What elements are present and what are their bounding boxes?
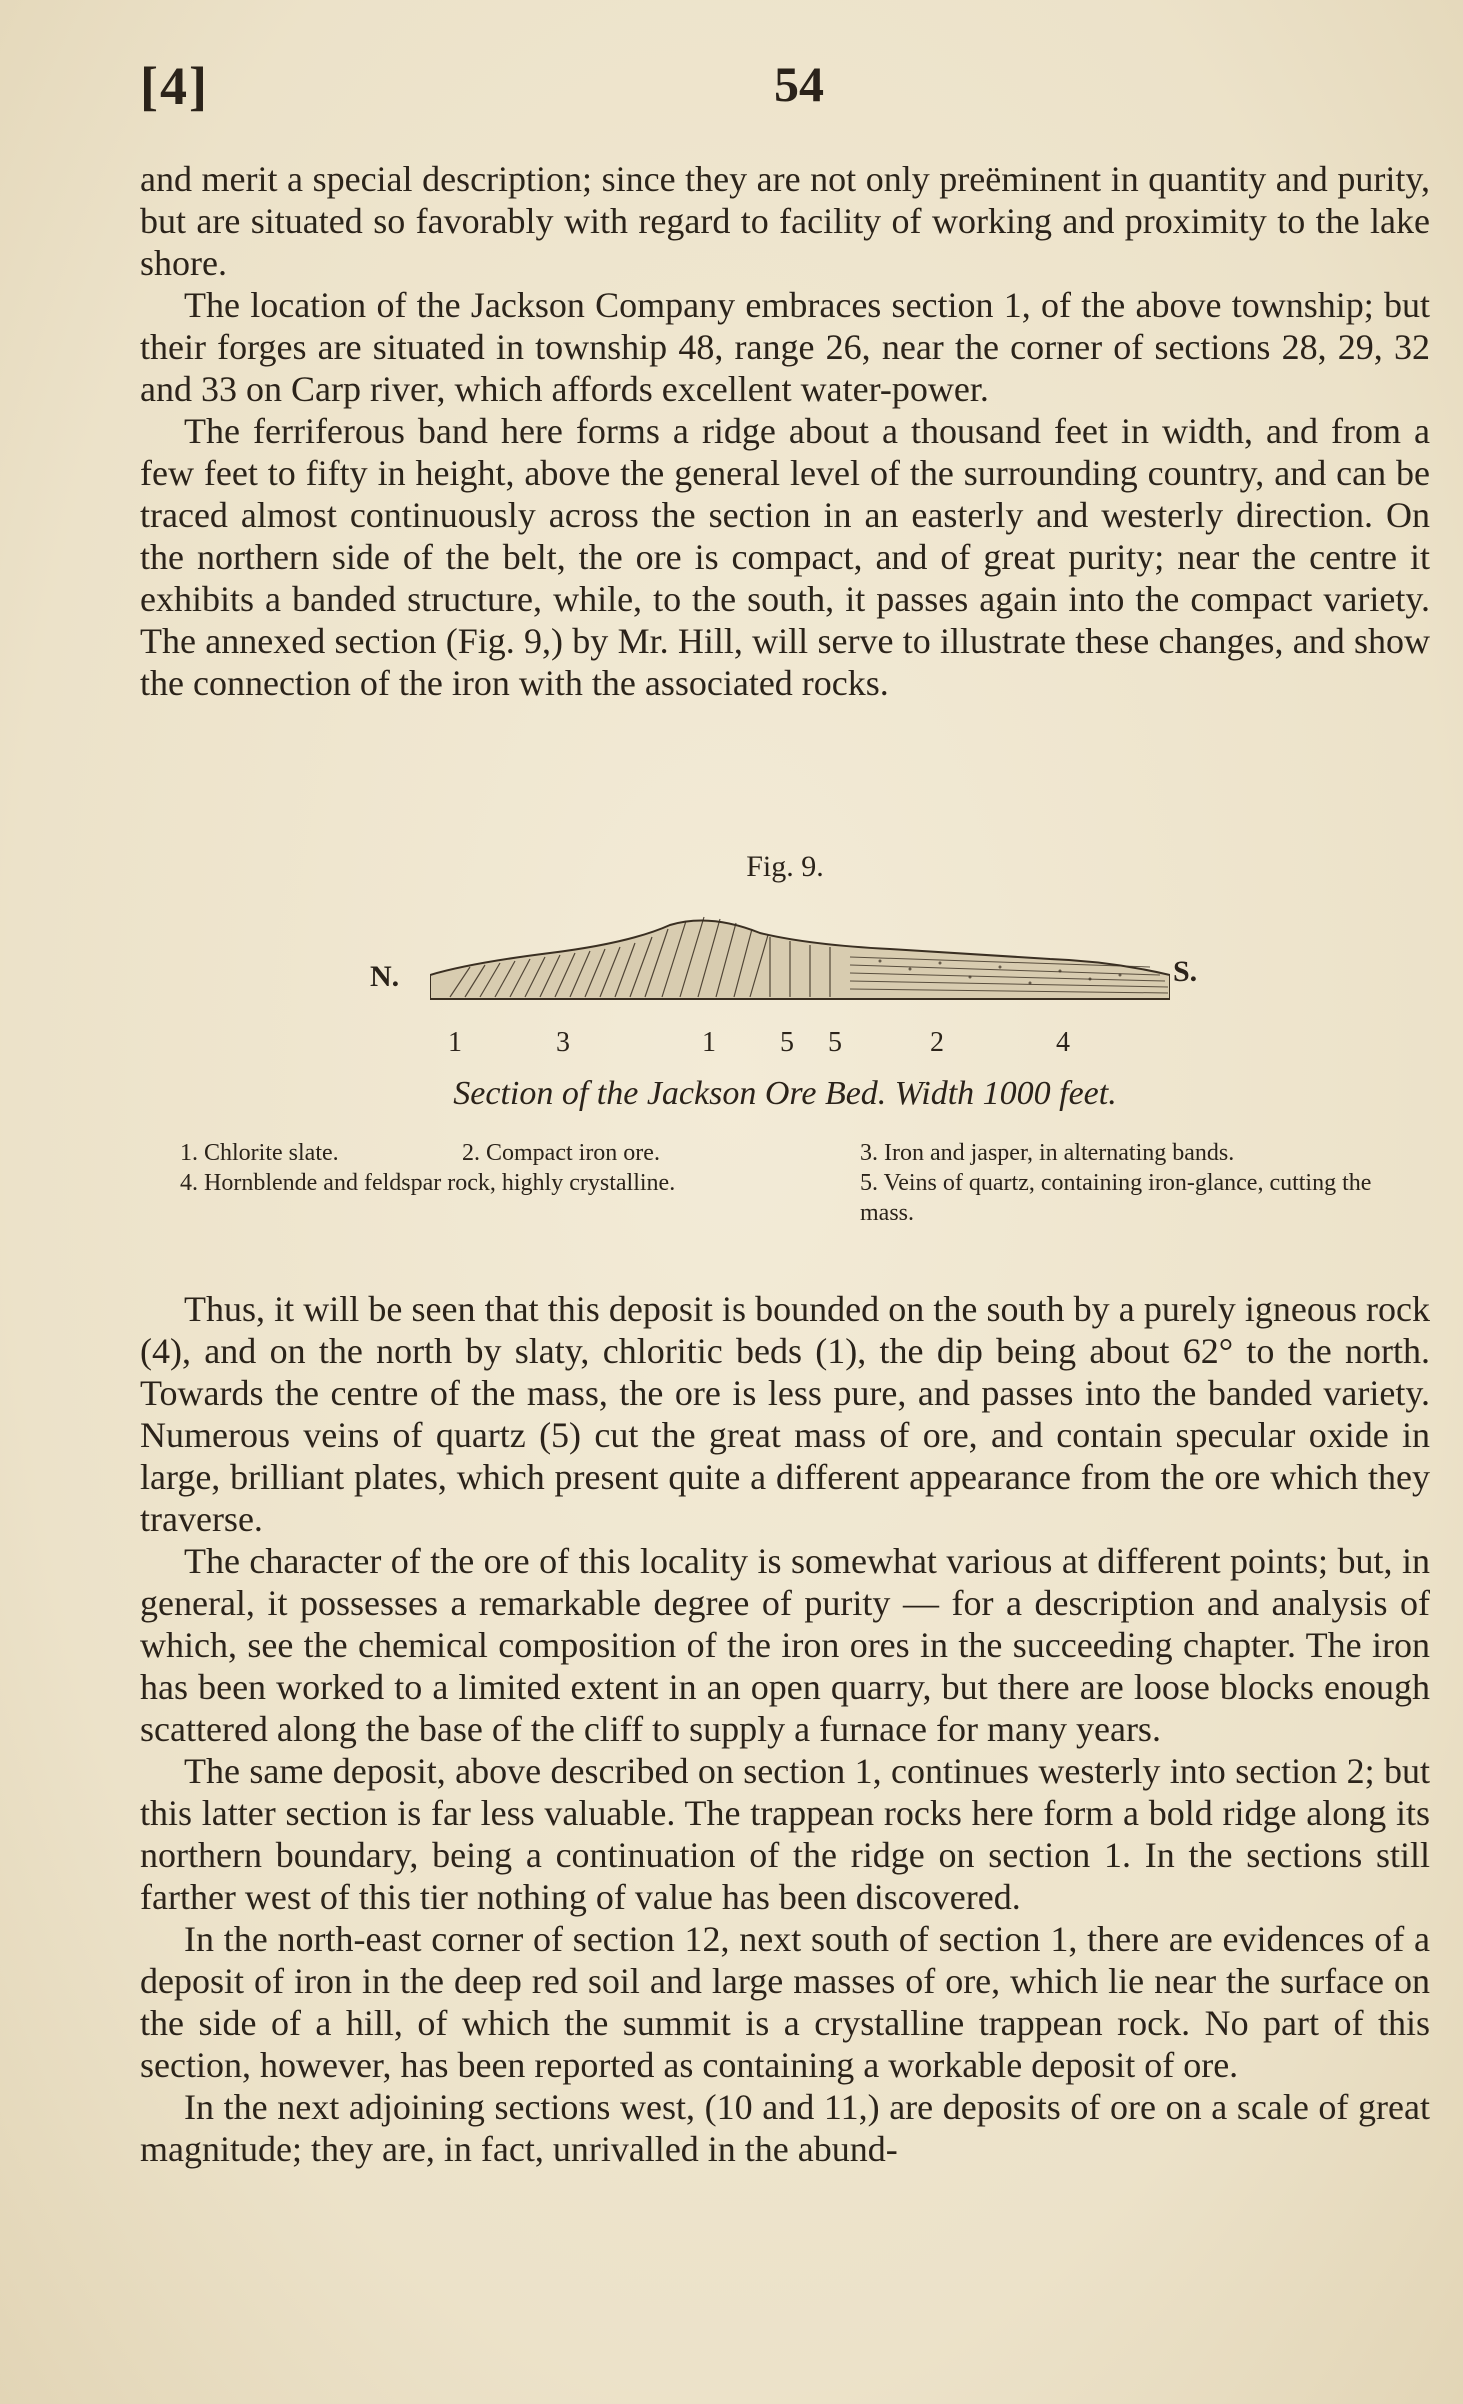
section-number: 3 (556, 1027, 570, 1058)
legend-item: 4. Hornblende and feldspar rock, highly crystalline. (180, 1170, 676, 1196)
section-number: 5 (780, 1027, 794, 1058)
legend-item: 1. Chlorite slate. (180, 1140, 339, 1166)
body-text-bottom (140, 1288, 1430, 2170)
paragraph: and merit a special description; since they are not only preëminent in quantity and purity, but are situated so favorably with regard to facility of working and proximity to the lake shore. (140, 159, 1430, 283)
section-number: 1 (702, 1027, 716, 1058)
paragraph: In the next adjoining sections west, (10 and 11,) are deposits of ore on a scale of great magnitude; they are, in fact, unrivalled in the abund- (140, 2087, 1430, 2169)
south-label: S. (1173, 955, 1198, 988)
paragraph: The character of the ore of this locality is somewhat various at different points; but, in general, it possesses a remarkable degree of purity — for a description and analysis of which, see the chemical composition of the iron ores in the succeeding chapter. The iron has been worked to a limited extent in an open quarry, but there are loose blocks enough scattered along the base of the cliff to supply a furnace for many years. (140, 1541, 1430, 1749)
section-number: 4 (1056, 1027, 1070, 1058)
geological-section-drawing (430, 905, 1170, 1015)
north-label: N. (370, 960, 400, 993)
figure-caption: Section of the Jackson Ore Bed. Width 1000 feet. (453, 1075, 1117, 1112)
figure-label: Fig. 9. (746, 850, 824, 883)
legend-item: 5. Veins of quartz, containing iron-glance, cutting the mass. (860, 1170, 1372, 1226)
section-number: 1 (448, 1027, 462, 1058)
paragraph: Thus, it will be seen that this deposit is bounded on the south by a purely igneous rock (4), and on the north by slaty, chloritic beds (1), the dip being about 62° to the north. Towards the centre of the mass, the ore is less pure, and passes into the banded variety. Numerous veins of quartz (5) cut the great mass of ore, and contain specular oxide in large, brilliant plates, which present quite a different appearance from the ore which they traverse. (140, 1289, 1430, 1539)
figure-9 (140, 845, 1430, 1265)
section-number: 5 (828, 1027, 842, 1058)
page-header (140, 55, 1363, 125)
section-number: 2 (930, 1027, 944, 1058)
paragraph: The location of the Jackson Company embraces section 1, of the above township; but their forges are situated in township 48, range 26, near the corner of sections 28, 29, 32 and 33 on Carp river, which affords excellent water-power. (140, 285, 1430, 409)
signature-mark: [4] (140, 56, 209, 116)
legend-item: 2. Compact iron ore. (462, 1140, 660, 1166)
paragraph: In the north-east corner of section 12, next south of section 1, there are evidences of a deposit of iron in the deep red soil and large masses of ore, which lie near the surface on the side of a hill, of which the summit is a crystalline trappean rock. No part of this section, however, has been reported as containing a workable deposit of ore. (140, 1919, 1430, 2085)
page-number: 54 (774, 56, 824, 112)
paragraph: The ferriferous band here forms a ridge about a thousand feet in width, and from a few feet to fifty in height, above the general level of the surrounding country, and can be traced almost continuously across the section in an easterly and westerly direction. On the northern side of the belt, the ore is compact, and of great purity; near the centre it exhibits a banded structure, while, to the south, it passes again into the compact variety. The annexed section (Fig. 9,) by Mr. Hill, will serve to illustrate these changes, and show the connection of the iron with the associated rocks. (140, 411, 1430, 703)
body-text-top (140, 158, 1430, 704)
paragraph: The same deposit, above described on section 1, continues westerly into section 2; but this latter section is far less valuable. The trappean rocks here form a bold ridge along its northern boundary, being a continuation of the ridge on section 1. In the sections still farther west of this tier nothing of value has been discovered. (140, 1751, 1430, 1917)
legend-item: 3. Iron and jasper, in alternating bands. (860, 1140, 1235, 1166)
